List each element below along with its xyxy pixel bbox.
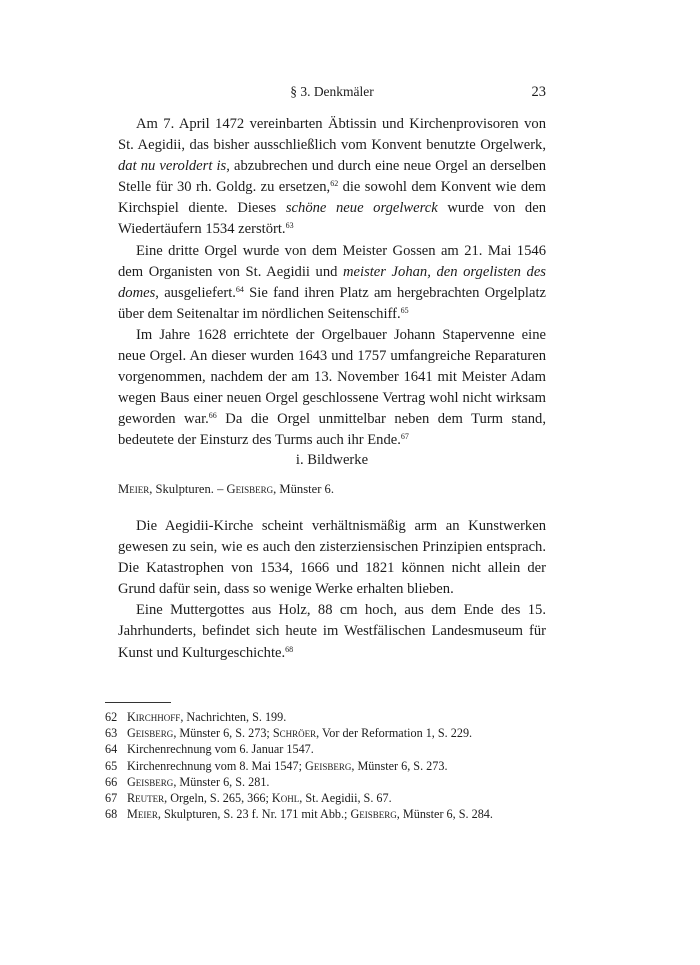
text-run: , Münster 6, S. 284. [396,807,493,822]
running-title: § 3. Denkmäler [290,84,374,99]
text-run: , Vor der Reformation 1, S. 229. [316,726,473,741]
author-name: Geisberg [127,774,174,789]
footnote-63 [105,725,545,741]
footnote-67 [105,790,545,806]
text-run: , abzubrechen und durch eine neue Orgel an derselben Stelle für 30 rh. Goldg. zu ersetzen, [118,158,546,196]
text-run: , Münster 6, S. 281. [173,774,270,789]
footnote-marker: 66 [208,411,217,421]
text-run: Im Jahre 1628 errichtete der Orgelbauer Johann Stapervenne eine neue Orgel. An dieser wurden 1643 und 1757 umfangreiche Reparaturen vorgenommen, nachdem der am 13. November 1641 mit Meister Adam wegen Baus einer neuen Orgel geschlossene Vertrag wohl nicht wirksam geworden war. [118,326,546,428]
footnote-number: 68 [105,807,118,822]
footnote-marker: 63 [285,221,294,231]
text-run: , Skulpturen. – [149,482,227,496]
running-header [118,84,546,104]
section-heading: i. Bildwerke [295,452,369,468]
paragraph [118,241,546,325]
footnotes [105,709,545,822]
body-text-sculptures [118,516,546,664]
italic-quote: schöne neue orgelwerck [285,200,438,217]
footnote-number: 63 [105,726,118,741]
text-run: Eine Muttergottes aus Holz, 88 cm hoch, aus dem Ende des 15. Jahrhunderts, befindet sich heute im Westfälischen Landesmuseum für Kunst und Kulturgeschichte. [118,602,546,661]
paragraph [118,600,546,663]
author-name: Geisberg [350,807,397,822]
footnote-marker: 68 [285,644,294,654]
author-name: Geisberg [127,726,174,741]
footnote-number: 67 [105,791,118,806]
text-run: Die Aegidii-Kirche scheint verhältnismäßig arm an Kunstwerken gewesen zu sein, wie es auch den zisterziensischen Prinzipien entsprach. Die Katastrophen von 1534, 1666 und 1821 können nicht allein der Grund dafür sein, dass so wenige Werke erhalten blieben. [118,518,546,598]
italic-quote: dat nu veroldert is [118,158,227,175]
text-run: , St. Aegidii, S. 67. [299,791,392,806]
footnote-marker: 62 [330,179,339,189]
paragraph [118,516,546,600]
text-run: Da die Orgel unmittelbar neben dem Turm stand, bedeutete der Einsturz des Turms auch ihr Ende. [118,411,546,449]
text-run: , Münster 6, S. 273. [351,758,448,773]
footnote-marker: 64 [235,284,244,294]
text-run: Am 7. April 1472 vereinbarten Äbtissin und Kirchenprovisoren von St. Aegidii, das bisher ausschließlich vom Konvent benutzte Orgelwerk, [118,116,546,154]
text-run: , Münster 6. [273,482,334,496]
author-name: Kirchhoff [127,710,181,724]
text-run: , Skulpturen, S. 23 f. Nr. 171 mit Abb.; [157,807,351,822]
footnote-marker: 67 [400,432,409,442]
text-run: , Orgeln, S. 265, 366; [164,791,272,806]
text-run: wurde von den Wiedertäufern 1534 zerstört. [118,200,547,238]
page-number: 23 [531,84,546,100]
footnote-number: 65 [105,758,118,773]
footnote-64 [105,741,545,757]
paragraph [118,114,546,241]
text-run: Kirchenrechnung vom 8. Mai 1547; [127,758,306,773]
literature-references [118,482,546,497]
italic-quote: meister Johan, den orgelisten des domes [118,263,546,301]
author-name: Meier [127,807,158,822]
text-run: Kirchenrechnung vom 6. Januar 1547. [127,742,314,757]
footnote-68 [105,806,545,822]
text-run: die sowohl dem Konvent wie dem Kirchspiel diente. Dieses [118,179,546,217]
author-name: Reuter [127,791,165,806]
text-run: Sie fand ihren Platz am hergebrachten Orgelplatz über dem Seitenaltar im nördlichen Seitenschiff. [118,284,546,322]
author-name: Geisberg [226,482,274,496]
text-run: , Nachrichten, S. 199. [180,710,287,724]
body-text-organs [118,114,546,452]
author-name: Meier [118,482,150,496]
footnote-number: 62 [105,710,118,724]
text-run: , ausgeliefert. [155,284,236,301]
author-name: Schröer [272,726,317,741]
footnote-marker: 65 [400,305,409,315]
footnote-65 [105,758,545,774]
paragraph [118,325,546,452]
author-name: Geisberg [305,758,352,773]
text-run: Eine dritte Orgel wurde von dem Meister Gossen am 21. Mai 1546 dem Organisten von St. Aegidii und [118,242,546,280]
footnote-66 [105,774,545,790]
footnote-number: 64 [105,742,118,757]
footnote-rule [105,702,171,703]
footnote-number: 66 [105,774,118,789]
footnote-62 [105,709,545,725]
text-run: , Münster 6, S. 273; [173,726,273,741]
author-name: Kohl [271,791,300,806]
